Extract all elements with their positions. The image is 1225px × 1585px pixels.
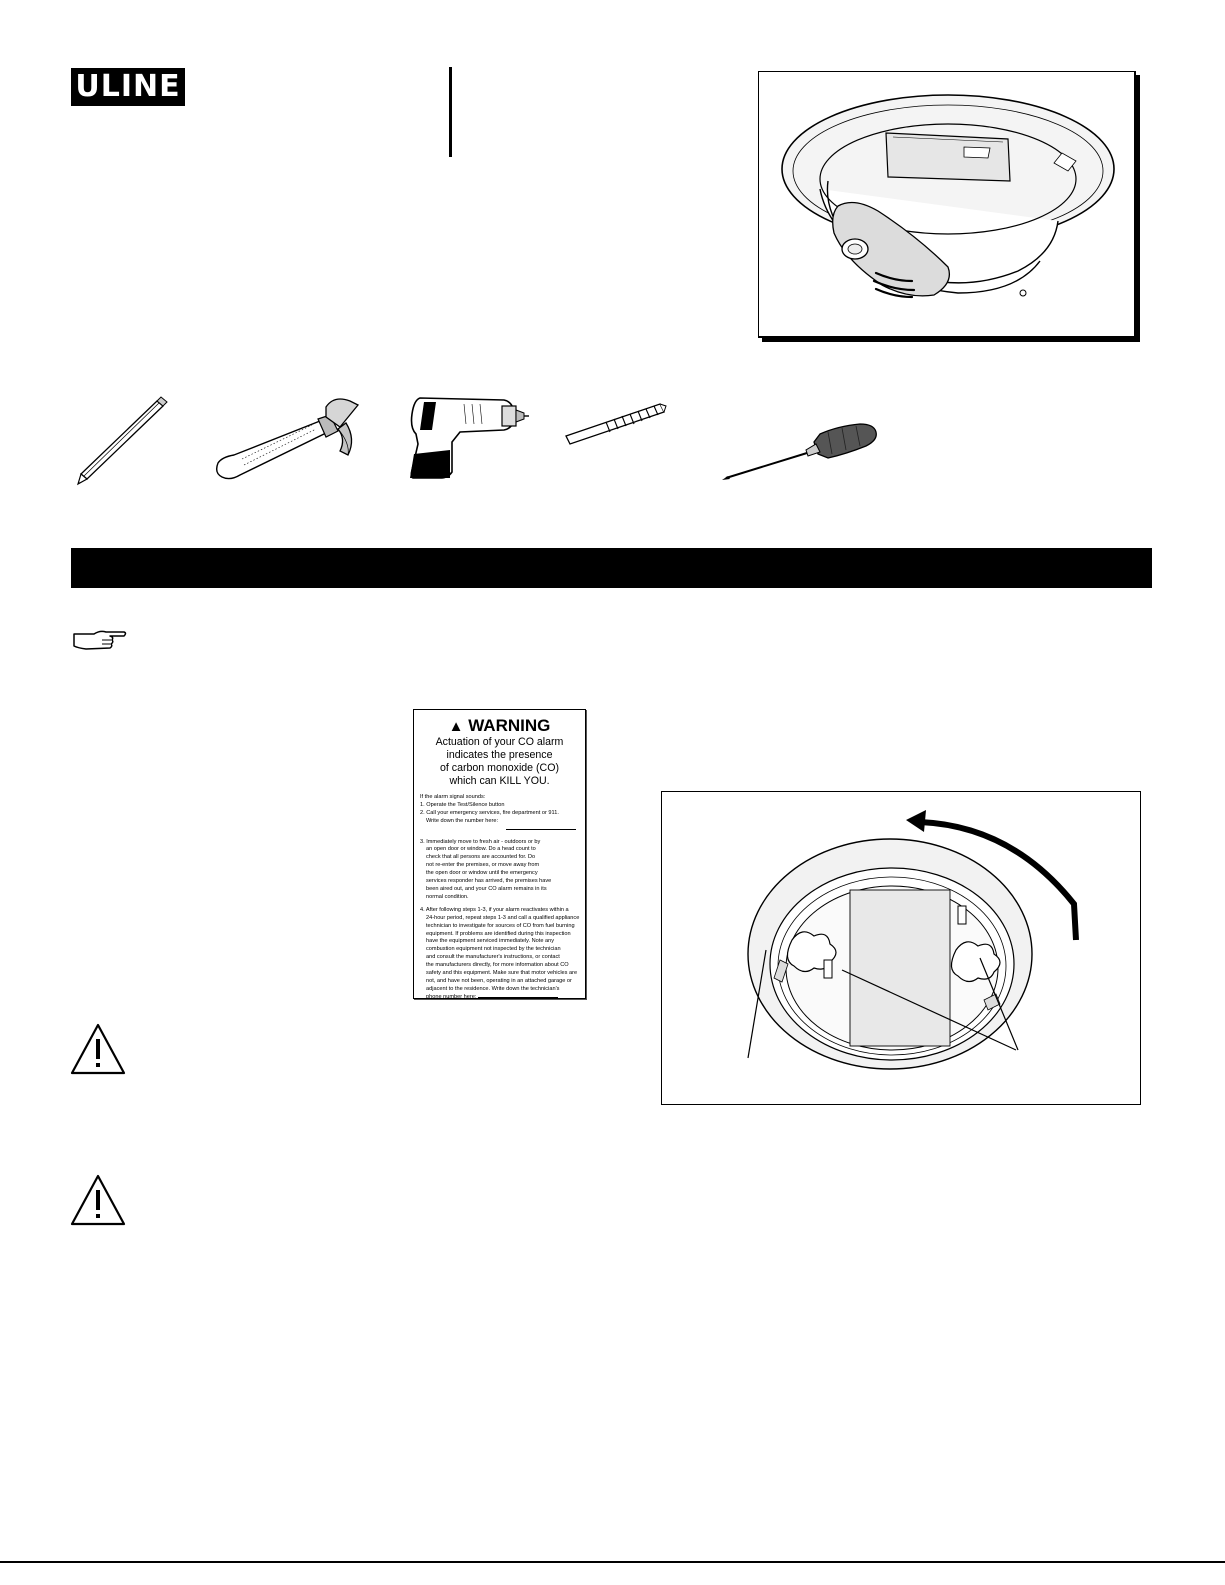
hammer-icon — [208, 393, 368, 488]
instruction-line: adjacent to the residence. Write down the technician's — [426, 985, 560, 992]
instruction-line: normal condition. — [426, 893, 469, 900]
pencil-icon — [75, 395, 170, 487]
warning-instructions — [420, 794, 582, 1002]
instruction-line: technician to investigate for sources of CO from fuel burning — [426, 922, 575, 929]
warning-lead — [414, 736, 585, 788]
lead-line: indicates the presence — [446, 749, 553, 761]
instruction-line: check that all persons are accounted for. Do — [426, 854, 536, 861]
drill-icon — [406, 394, 530, 480]
co-alarm-image — [758, 71, 1141, 343]
lead-line: which can KILL YOU. — [449, 775, 550, 787]
instruction-line: an open door or window. Do a head count to — [426, 846, 536, 853]
instruction-step-2-line: Write down the number here: — [426, 817, 499, 824]
instruction-line: have the equipment serviced immediately. Note any — [426, 938, 554, 945]
instruction-step-1: 1. Operate the Test/Silence button — [420, 801, 505, 808]
emergency-number-blank — [420, 826, 582, 834]
warning-card-title — [414, 716, 585, 736]
pointing-hand-icon — [72, 628, 128, 652]
instruction-intro: If the alarm signal sounds: — [420, 794, 486, 800]
technician-number-line: phone number here: — [420, 994, 582, 1002]
instruction-line: been aired out, and your CO alarm remains in its — [426, 885, 547, 892]
section-header-bar — [71, 548, 1152, 588]
drill-bit-icon — [562, 400, 668, 448]
instruction-line: not, and have not been, operating in an attached garage or — [426, 977, 572, 984]
instruction-line: the manufacturers directly, for more information about CO — [426, 962, 569, 969]
co-warning-card — [413, 709, 586, 999]
caution-triangle-icon — [70, 1023, 126, 1075]
product-illustration — [758, 71, 1141, 343]
page-bottom-rule — [0, 1561, 1225, 1563]
instruction-line: the open door or window until the emergency — [426, 870, 538, 877]
warning-title-text: WARNING — [468, 716, 551, 735]
mounting-base-illustration — [661, 791, 1141, 1105]
header-divider — [449, 67, 452, 157]
instruction-line: combustion equipment not inspected by the technician — [426, 946, 561, 953]
instruction-step-3: 3. Immediately move to fresh air - outdoors or by — [420, 838, 541, 845]
instruction-line: 24-hour period, repeat steps 1-3 and call a qualified appliance — [426, 914, 580, 921]
instruction-line: and consult the manufacturer's instructions, or contact — [426, 954, 560, 961]
instruction-line: safety and this equipment. Make sure that motor vehicles are — [426, 970, 578, 977]
lead-line: Actuation of your CO alarm — [435, 736, 564, 748]
instruction-line: equipment. If problems are identified during this inspection — [426, 930, 571, 937]
instruction-line: not re-enter the premises, or move away from — [426, 862, 540, 869]
caution-triangle-icon — [70, 1174, 126, 1226]
instruction-line: services responder has arrived, the premises have — [426, 878, 552, 885]
screwdriver-icon — [720, 420, 880, 482]
warning-triangle-icon: ▲ — [448, 718, 464, 735]
lead-line: of carbon monoxide (CO) — [440, 762, 559, 774]
instruction-step-4: 4. After following steps 1-3, if your alarm reactivates within a — [420, 906, 569, 913]
mounting-base-image — [662, 792, 1141, 1105]
uline-logo: ULINE — [71, 68, 185, 106]
instruction-step-2: 2. Call your emergency services, fire department or 911. — [420, 809, 559, 816]
